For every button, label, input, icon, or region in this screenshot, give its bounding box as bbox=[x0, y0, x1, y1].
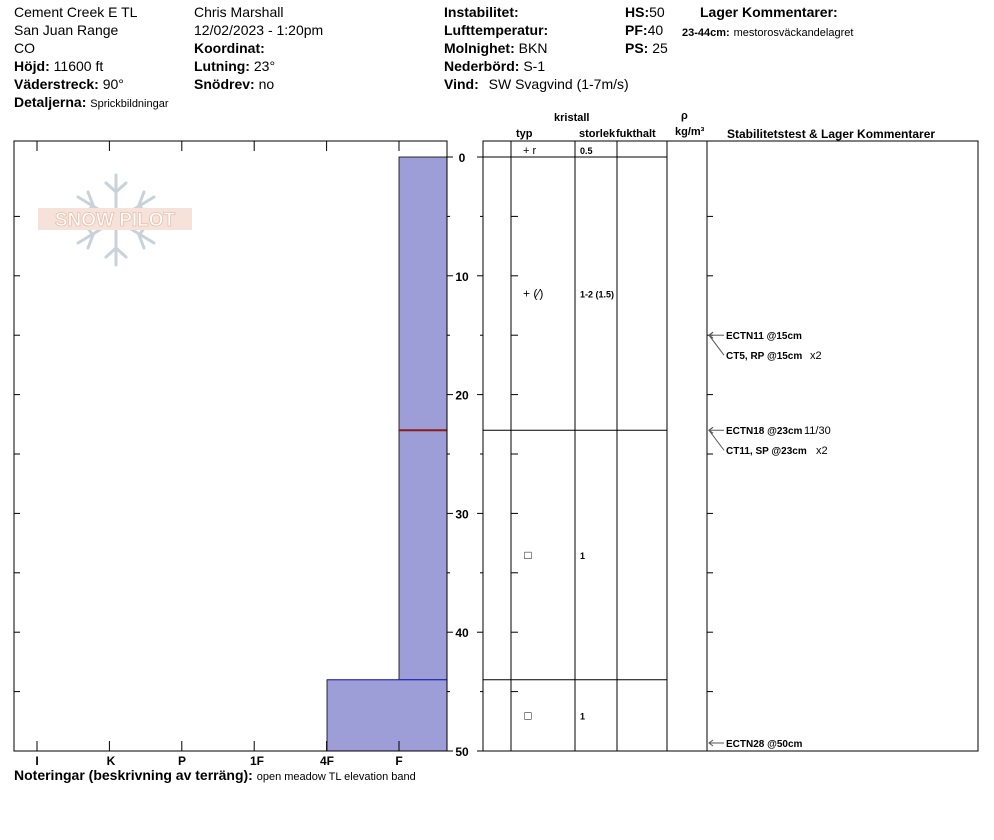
stability-header: Stabilitetstest & Lager Kommentarer bbox=[727, 127, 936, 141]
test-label-2: ECTN18 @23cm bbox=[726, 426, 803, 438]
details-value: Sprickbildningar bbox=[90, 98, 169, 110]
moisture-header: fukthalt bbox=[616, 128, 656, 140]
details-label: Detaljerna: bbox=[14, 94, 87, 110]
layer-bar-0 bbox=[399, 157, 447, 430]
slope-label: Lutning: bbox=[194, 58, 250, 74]
sky-label: Molnighet: bbox=[444, 40, 515, 56]
test-extra-2: 11/30 bbox=[804, 425, 831, 438]
logo-text: SNOW PILOT bbox=[54, 210, 176, 231]
precip-value: S-1 bbox=[523, 58, 546, 74]
hardness-label-I: I bbox=[35, 754, 39, 768]
slope-value: 23° bbox=[253, 58, 276, 74]
test-label-1: CT5, RP @15cm bbox=[726, 351, 803, 363]
hardness-label-F: F bbox=[395, 754, 403, 768]
hardness-ticks bbox=[14, 141, 403, 768]
size-header: storlek bbox=[579, 128, 616, 140]
stability-tests bbox=[709, 331, 831, 750]
depth-ticks bbox=[447, 151, 483, 759]
depth-label-50: 50 bbox=[455, 745, 469, 759]
ps-value: 25 bbox=[652, 40, 668, 56]
hardness-label-1F: 1F bbox=[249, 754, 265, 768]
airtemp-label: Lufttemperatur: bbox=[444, 22, 549, 38]
sky-value: BKN bbox=[518, 40, 548, 56]
layer-comments-title: Lager Kommentarer: bbox=[700, 4, 838, 20]
depth-label-10: 10 bbox=[455, 269, 469, 284]
test-extra-3: x2 bbox=[816, 445, 828, 458]
test-arrow-1 bbox=[709, 335, 724, 355]
elevation-value: 11600 ft bbox=[53, 58, 104, 74]
aspect-value: 90° bbox=[102, 76, 124, 92]
hardness-label-P: P bbox=[177, 754, 187, 768]
layer-grain-type-0: + (⁄) bbox=[523, 286, 544, 301]
hardness-label-4F: 4F bbox=[319, 754, 335, 768]
drift-label: Snödrev: bbox=[194, 76, 255, 92]
test-label-4: ECTN28 @50cm bbox=[726, 739, 803, 750]
location-name: Cement Creek E TL bbox=[14, 4, 138, 20]
hardness-label-K: K bbox=[106, 754, 116, 768]
hardness-plot-frame bbox=[14, 141, 447, 751]
type-header: typ bbox=[516, 128, 533, 140]
observer-name: Chris Marshall bbox=[194, 4, 284, 20]
test-extra-1: x2 bbox=[810, 350, 822, 363]
depth-label-30: 30 bbox=[455, 507, 469, 522]
coordinate-label: Koordinat: bbox=[194, 40, 265, 56]
precip-label: Nederbörd: bbox=[444, 58, 520, 74]
layer-bar-1 bbox=[399, 430, 447, 679]
depth-label-40: 40 bbox=[455, 626, 469, 641]
layer-grain-type-2: □ bbox=[524, 708, 532, 723]
layer-grain-size-0: 1-2 (1.5) bbox=[580, 289, 615, 300]
notes-label: Noteringar (beskrivning av terräng): bbox=[14, 767, 253, 783]
surface-grain-type: + r bbox=[523, 145, 537, 157]
layer-comment-text: mestorosväckandelagret bbox=[733, 27, 854, 39]
wind-value: SW Svagvind (1-7m/s) bbox=[488, 76, 629, 92]
notes-value: open meadow TL elevation band bbox=[256, 771, 416, 783]
depth-label-20: 20 bbox=[455, 388, 469, 403]
hs-label: HS: bbox=[625, 4, 650, 20]
layer-bar-2 bbox=[327, 680, 447, 751]
layer-grain-type-1: □ bbox=[524, 547, 532, 562]
elevation-label: Höjd: bbox=[14, 58, 50, 74]
wind-label: Vind: bbox=[444, 76, 479, 92]
pf-label: PF: bbox=[625, 22, 648, 38]
surface-grain-size: 0.5 bbox=[580, 146, 593, 156]
observation-datetime: 12/02/2023 - 1:20pm bbox=[194, 22, 324, 38]
state-name: CO bbox=[14, 40, 35, 56]
layer-comment-range: 23-44cm: bbox=[682, 27, 730, 39]
snow-pilot-logo bbox=[38, 175, 192, 265]
crystal-header: kristall bbox=[554, 112, 590, 124]
layer-grain-size-1: 1 bbox=[580, 550, 586, 561]
aspect-label: Väderstreck: bbox=[14, 76, 99, 92]
ps-label: PS: bbox=[625, 40, 649, 56]
notes bbox=[14, 767, 416, 785]
range-name: San Juan Range bbox=[14, 22, 119, 38]
rho-header: ρ bbox=[681, 110, 688, 122]
test-label-0: ECTN11 @15cm bbox=[726, 331, 802, 343]
density-unit-header: kg/m³ bbox=[675, 126, 705, 138]
test-label-3: CT11, SP @23cm bbox=[726, 446, 807, 458]
instability-label: Instabilitet: bbox=[444, 4, 519, 20]
pf-value: 40 bbox=[647, 22, 664, 38]
layer-grain-size-2: 1 bbox=[580, 711, 586, 722]
hs-value: 50 bbox=[649, 4, 665, 20]
table-column-lines bbox=[511, 141, 707, 751]
drift-value: no bbox=[258, 76, 275, 92]
hardness-layers bbox=[327, 157, 447, 751]
test-arrow-3 bbox=[709, 430, 724, 450]
depth-label-0: 0 bbox=[458, 151, 466, 165]
